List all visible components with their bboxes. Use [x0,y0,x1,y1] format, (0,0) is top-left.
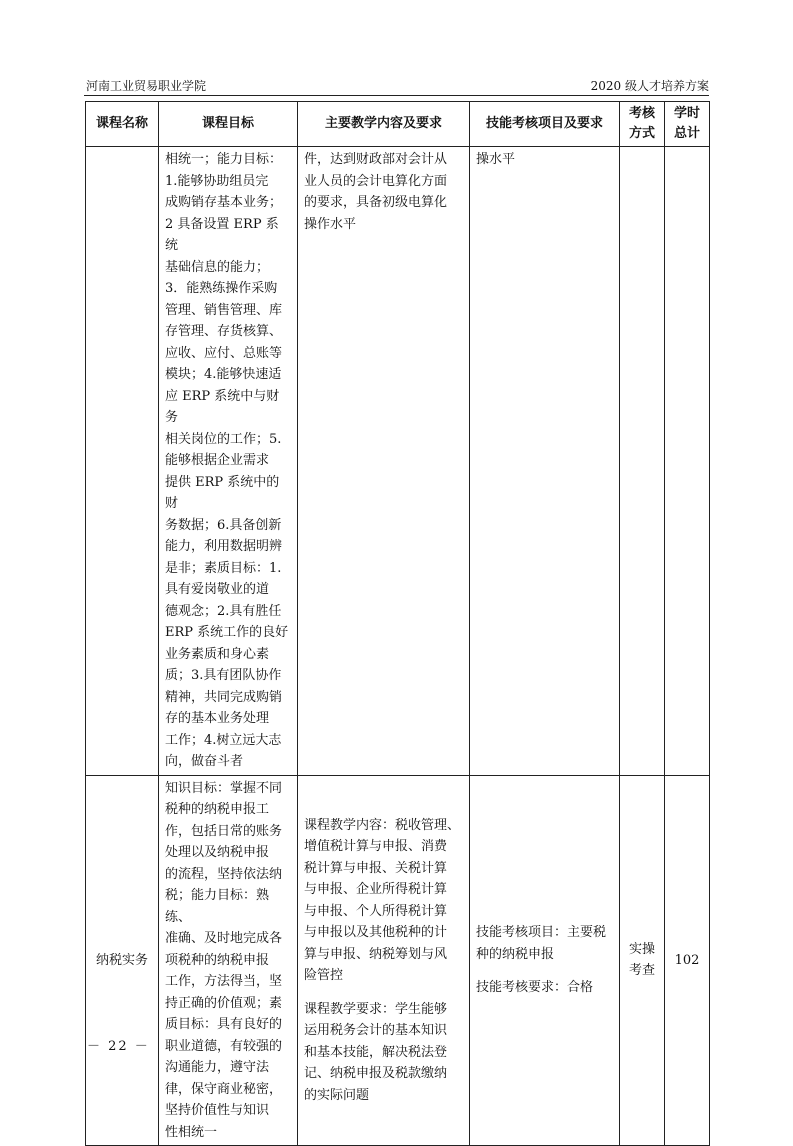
course-name-cell [86,147,159,776]
course-name-cell: 纳税实务 [86,775,159,1146]
teaching-content-text: 课程教学内容：税收管理、 增值税计算与申报、消费 税计算与申报、关税计算 与申报、企业所得税计算 与申报、个人所得税计算 与申报以及其他税种的计 算与申报、纳税筹划与风 险管控 [304,817,461,983]
col-teaching-content: 主要教学内容及要求 [298,102,470,147]
col-course-name: 课程名称 [86,102,159,147]
table-header-row [86,102,710,147]
assessment-method-cell: 实操 考查 [620,775,665,1146]
table-row [86,775,710,1146]
total-hours-cell [665,147,710,776]
skill-assessment-cell: 操水平 [470,147,620,776]
header-rule [84,95,709,96]
course-goal-cell: 知识目标：掌握不同 税种的纳税申报工 作，包括日常的账务 处理以及纳税申报 的流程，坚持依法纳 税；能力目标：熟练、 准确、及时地完成各 项税种的纳税申报 工作，方法得当，坚 持正确的价值观；素 质目标：具有良好的 职业道德，有较强的 沟通能力，遵守法 律，保守商业秘密， 坚持价值性与知识 性相统一 [159,775,298,1146]
col-skill-assessment: 技能考核项目及要求 [470,102,620,147]
assessment-method-cell [620,147,665,776]
col-total-hours: 学时 总计 [665,102,710,147]
teaching-content-cell [298,775,470,1146]
total-hours-cell: 102 [665,775,710,1146]
teaching-content-cell: 件，达到财政部对会计从 业人员的会计电算化方面 的要求，具备初级电算化 操作水平 [298,147,470,776]
course-goal-cell: 相统一；能力目标： 1.能够协助组员完 成购销存基本业务； 2 具备设置 ERP 系统 基础信息的能力； 3．能熟练操作采购 管理、销售管理、库 存管理、存货核算、 应收、应付、总账等 模块；4.能够快速适 应 ERP 系统中与财务 相关岗位的工作；5. 能够根据企业需求 提供 ERP 系统中的财 务数据；6.具备创新 能力，利用数据明辨 是非；素质目标：1. 具有爱岗敬业的道 德观念；2.具有胜任 ERP 系统工作的良好 业务素质和身心素 质；3.具有团队协作 精神，共同完成购销 存的基本业务处理 工作；4.树立远大志 向，做奋斗者 [159,147,298,776]
teaching-requirement-text: 课程教学要求：学生能够 运用税务会计的基本知识 和基本技能，解决税法登 记、纳税申报及税款缴纳 的实际问题 [304,1001,448,1103]
plan-title: 2020 级人才培养方案 [590,79,709,93]
school-name: 河南工业贸易职业学院 [86,79,207,93]
page-number: － 22 － [87,1039,150,1054]
table-row [86,147,710,776]
col-assessment-method: 考核 方式 [620,102,665,147]
skill-assessment-cell [470,775,620,1146]
curriculum-table [85,101,710,1146]
skill-item-text: 技能考核项目：主要税 种的纳税申报 [476,925,607,962]
skill-requirement-text: 技能考核要求：合格 [476,980,594,995]
col-course-goal: 课程目标 [159,102,298,147]
